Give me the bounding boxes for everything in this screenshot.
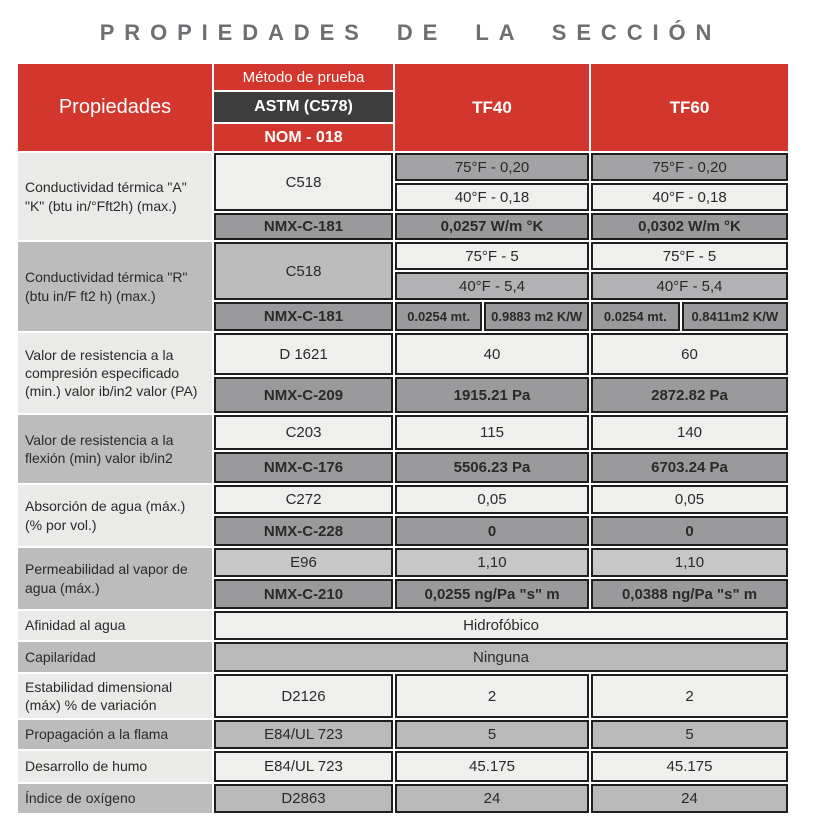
label-capilaridad: Capilaridad [18, 642, 212, 672]
cell-cond-r-40-tf60: 40°F - 5,4 [591, 272, 788, 300]
label-compresion: Valor de resistencia a la compresión especificado (min.) valor ib/in2 valor (PA) [18, 333, 212, 413]
cell-cond-a-75-tf60: 75°F - 0,20 [591, 153, 788, 181]
method-absorcion-astm: C272 [214, 485, 393, 514]
label-absorcion: Absorción de agua (máx.) (% por vol.) [18, 485, 212, 546]
header-nom-band: NOM - 018 [214, 124, 393, 151]
cell-absorcion-astm-tf40: 0,05 [395, 485, 589, 514]
cell-capilaridad-valor: Ninguna [214, 642, 788, 672]
method-conductividad-a-nom: NMX-C-181 [214, 213, 393, 240]
cell-cond-a-40-tf60: 40°F - 0,18 [591, 183, 788, 211]
method-oxigeno: D2863 [214, 784, 393, 813]
label-permeabilidad: Permeabilidad al vapor de agua (máx.) [18, 548, 212, 609]
method-compresion-nom: NMX-C-209 [214, 377, 393, 413]
cell-cond-r-nom-tf40-espesor: 0.0254 mt. [395, 302, 482, 331]
cell-cond-r-nom-tf40 [395, 302, 589, 331]
method-permeabilidad-astm: E96 [214, 548, 393, 577]
cell-permeabilidad-astm-tf60: 1,10 [591, 548, 788, 577]
method-flexion-nom: NMX-C-176 [214, 452, 393, 483]
label-conductividad-a: Conductividad térmica "A" "K" (btu in/°Fft2h) (max.) [18, 153, 212, 240]
cell-cond-r-nom-tf40-valor: 0.9883 m2 K/W [484, 302, 589, 331]
method-permeabilidad-nom: NMX-C-210 [214, 579, 393, 609]
method-compresion-astm: D 1621 [214, 333, 393, 375]
header-tf60: TF60 [591, 64, 788, 151]
header-metodo-de-prueba: Método de prueba [214, 64, 393, 90]
cell-cond-r-nom-tf60-valor: 0.8411m2 K/W [682, 302, 788, 331]
cell-cond-r-40-tf40: 40°F - 5,4 [395, 272, 589, 300]
cell-humo-tf60: 45.175 [591, 751, 788, 782]
header-astm-band: ASTM (C578) [214, 92, 393, 122]
cell-propagacion-tf60: 5 [591, 720, 788, 749]
properties-table [16, 62, 790, 815]
method-estabilidad: D2126 [214, 674, 393, 718]
cell-absorcion-nom-tf40: 0 [395, 516, 589, 546]
cell-estabilidad-tf40: 2 [395, 674, 589, 718]
cell-cond-r-75-tf60: 75°F - 5 [591, 242, 788, 270]
cell-compresion-astm-tf40: 40 [395, 333, 589, 375]
label-conductividad-r: Conductividad térmica "R" (btu in/F ft2 h) (max.) [18, 242, 212, 331]
cell-permeabilidad-nom-tf40: 0,0255 ng/Pa "s" m [395, 579, 589, 609]
cell-compresion-astm-tf60: 60 [591, 333, 788, 375]
cell-absorcion-astm-tf60: 0,05 [591, 485, 788, 514]
cell-cond-a-75-tf40: 75°F - 0,20 [395, 153, 589, 181]
label-afinidad: Afinidad al agua [18, 611, 212, 640]
cell-flexion-nom-tf60: 6703.24 Pa [591, 452, 788, 483]
label-estabilidad: Estabilidad dimensional (máx) % de variación [18, 674, 212, 718]
cell-cond-a-40-tf40: 40°F - 0,18 [395, 183, 589, 211]
label-oxigeno: Índice de oxígeno [18, 784, 212, 813]
cell-propagacion-tf40: 5 [395, 720, 589, 749]
cell-flexion-astm-tf40: 115 [395, 415, 589, 450]
method-flexion-astm: C203 [214, 415, 393, 450]
cell-cond-r-75-tf40: 75°F - 5 [395, 242, 589, 270]
cell-cond-r-nom-tf60-espesor: 0.0254 mt. [591, 302, 680, 331]
cell-absorcion-nom-tf60: 0 [591, 516, 788, 546]
cell-humo-tf40: 45.175 [395, 751, 589, 782]
cell-oxigeno-tf60: 24 [591, 784, 788, 813]
label-propagacion: Propagación a la flama [18, 720, 212, 749]
cell-cond-r-nom-tf60 [591, 302, 788, 331]
cell-flexion-nom-tf40: 5506.23 Pa [395, 452, 589, 483]
header-tf40: TF40 [395, 64, 589, 151]
method-humo: E84/UL 723 [214, 751, 393, 782]
cell-compresion-nom-tf60: 2872.82 Pa [591, 377, 788, 413]
cell-permeabilidad-nom-tf60: 0,0388 ng/Pa "s" m [591, 579, 788, 609]
cell-oxigeno-tf40: 24 [395, 784, 589, 813]
cell-compresion-nom-tf40: 1915.21 Pa [395, 377, 589, 413]
cell-flexion-astm-tf60: 140 [591, 415, 788, 450]
label-humo: Desarrollo de humo [18, 751, 212, 782]
cell-cond-a-nom-tf60: 0,0302 W/m °K [591, 213, 788, 240]
method-conductividad-r-nom: NMX-C-181 [214, 302, 393, 331]
cell-cond-a-nom-tf40: 0,0257 W/m °K [395, 213, 589, 240]
cell-estabilidad-tf60: 2 [591, 674, 788, 718]
page-title: PROPIEDADES DE LA SECCIÓN [99, 20, 722, 45]
method-conductividad-a-astm: C518 [214, 153, 393, 211]
method-conductividad-r-astm: C518 [214, 242, 393, 300]
cell-permeabilidad-astm-tf40: 1,10 [395, 548, 589, 577]
method-absorcion-nom: NMX-C-228 [214, 516, 393, 546]
label-flexion: Valor de resistencia a la flexión (min) valor ib/in2 [18, 415, 212, 483]
cell-afinidad-valor: Hidrofóbico [214, 611, 788, 640]
header-propiedades: Propiedades [18, 64, 212, 151]
method-propagacion: E84/UL 723 [214, 720, 393, 749]
